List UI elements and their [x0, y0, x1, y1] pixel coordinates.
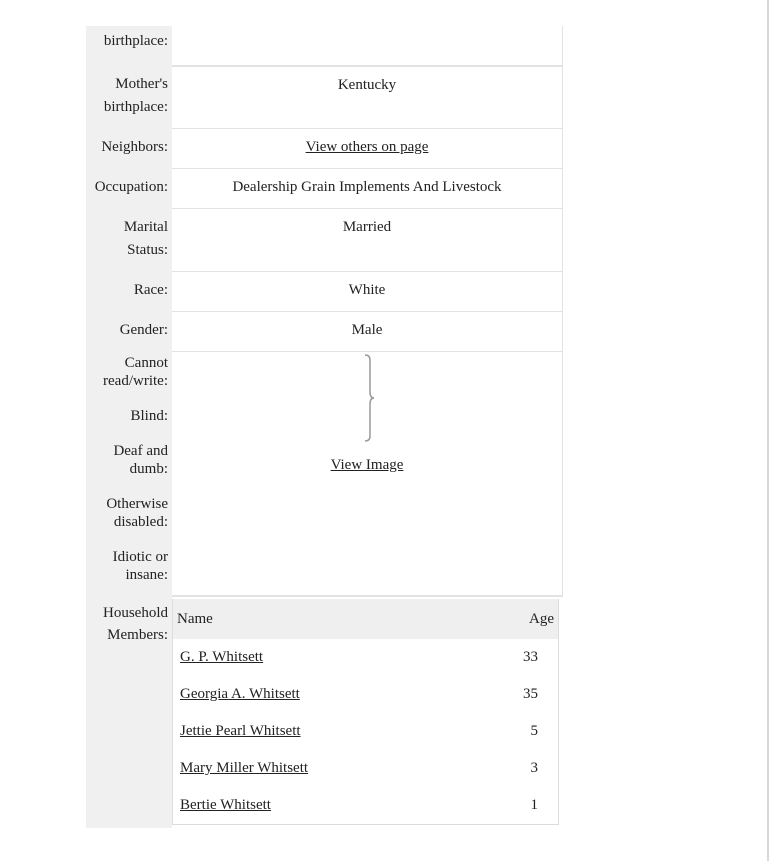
row-father-birthplace [86, 26, 563, 66]
header-name: Name [177, 610, 213, 627]
label-deaf-and-dumb: Deaf and dumb: [113, 443, 168, 477]
scrollbar-edge[interactable] [767, 0, 769, 861]
member-name-link[interactable]: Georgia A. Whitsett [180, 686, 300, 702]
label-gender: Gender: [86, 312, 172, 352]
label-birthplace: birthplace: [86, 26, 172, 66]
member-name-link[interactable]: G. P. Whitsett [180, 649, 264, 665]
disability-values [172, 352, 563, 597]
value-mother-birthplace: Kentucky [172, 66, 563, 129]
label-marital-status: Marital Status: [86, 209, 172, 272]
label-occupation: Occupation: [86, 169, 172, 209]
member-age: 5 [530, 723, 538, 739]
row-household [86, 597, 563, 828]
label-neighbors: Neighbors: [86, 129, 172, 169]
label-mother-birthplace: Mother's birthplace: [86, 66, 172, 129]
view-image-link[interactable]: View Image [330, 457, 404, 473]
view-image-container [172, 457, 562, 474]
table-row [173, 713, 558, 750]
label-household-members: Household Members: [86, 597, 172, 828]
member-name-link[interactable]: Mary Miller Whitsett [180, 760, 309, 776]
label-race: Race: [86, 272, 172, 312]
value-birthplace [172, 26, 563, 66]
table-row [173, 787, 558, 824]
row-race [86, 272, 563, 312]
label-idiotic-or-insane: Idiotic or insane: [112, 549, 168, 583]
value-marital-status: Married [172, 209, 563, 272]
row-neighbors [86, 129, 563, 169]
member-age: 35 [523, 686, 538, 702]
record-sheet [86, 26, 563, 828]
member-age: 33 [523, 649, 538, 665]
member-age: 1 [530, 797, 538, 813]
member-name-link[interactable]: Jettie Pearl Whitsett [180, 723, 301, 739]
label-otherwise-disabled: Otherwise disabled: [106, 496, 168, 530]
household-table-header [173, 599, 558, 639]
value-gender: Male [172, 312, 563, 352]
label-blind: Blind: [130, 408, 168, 424]
table-row [173, 639, 558, 676]
row-occupation [86, 169, 563, 209]
household-table [172, 599, 559, 825]
table-row [173, 750, 558, 787]
table-row [173, 676, 558, 713]
row-disabilities [86, 352, 563, 597]
member-name-link[interactable]: Bertie Whitsett [180, 797, 271, 813]
member-age: 3 [530, 760, 538, 776]
value-occupation: Dealership Grain Implements And Livestock [172, 169, 563, 209]
row-gender [86, 312, 563, 352]
header-age: Age [529, 610, 554, 627]
brace-icon [363, 354, 377, 442]
row-mother-birthplace [86, 66, 563, 129]
view-others-link[interactable]: View others on page [305, 139, 429, 155]
row-marital-status [86, 209, 563, 272]
disability-labels [86, 352, 172, 597]
value-race: White [172, 272, 563, 312]
value-neighbors [172, 129, 563, 169]
label-cannot-read-write: Cannot read/write: [103, 355, 168, 389]
